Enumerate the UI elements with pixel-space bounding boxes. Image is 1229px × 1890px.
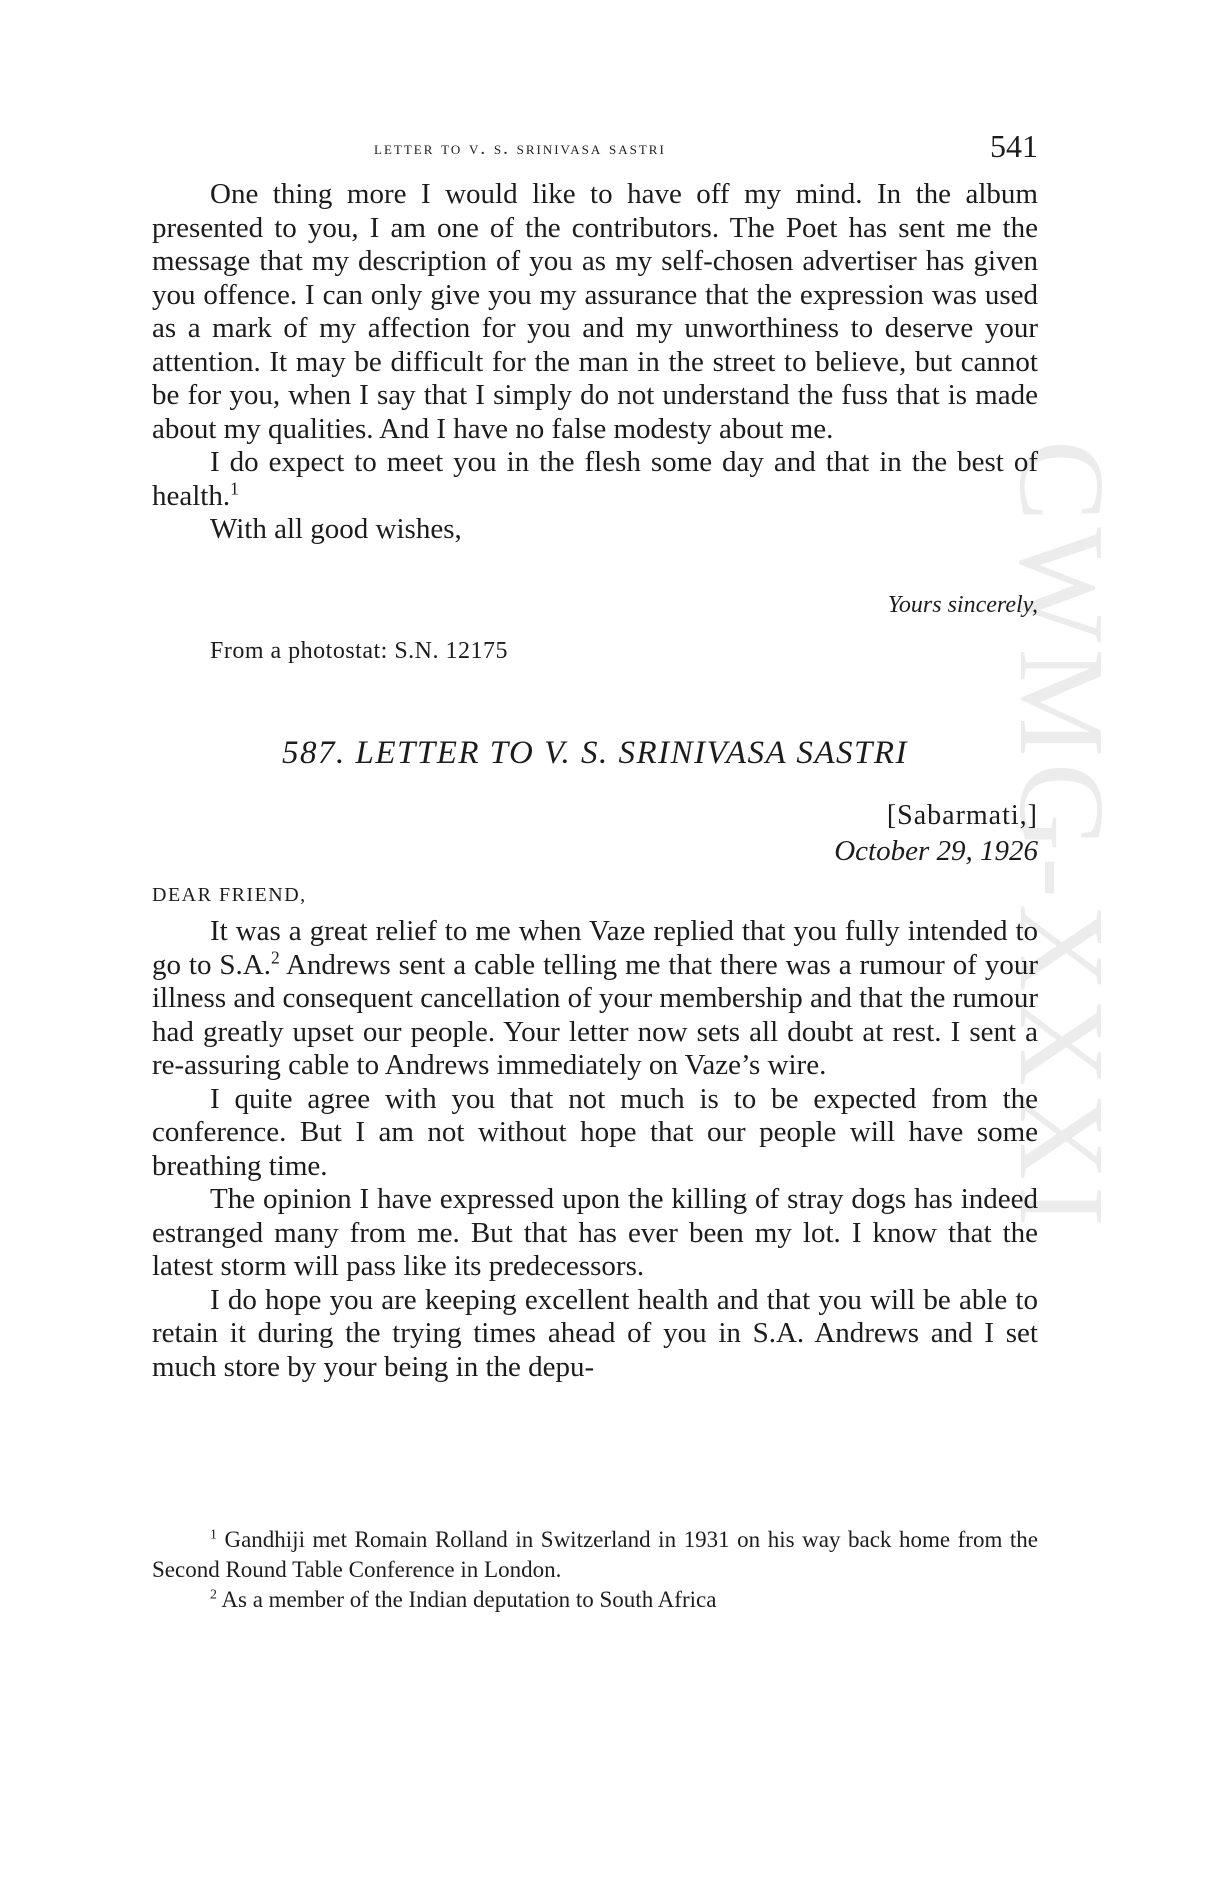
footnote (152, 1525, 1038, 1585)
signoff: Yours sincerely, (887, 592, 1038, 618)
source-note: From a photostat: S.N. 12175 (210, 638, 509, 664)
letter-heading: 587. LETTER TO V. S. SRINIVASA SASTRI (281, 735, 908, 771)
paragraph: With all good wishes, (210, 513, 462, 545)
page-number: 541 (990, 128, 1038, 164)
footnote-mark: 2 (210, 1586, 217, 1602)
place: [Sabarmati,] (886, 800, 1038, 831)
paragraph: The opinion I have expressed upon the killing of stray dogs has indeed estranged many from me. But that has ever been my lot. I know that the latest storm will pass like its predecessors. (152, 1183, 1038, 1282)
date: October 29, 1926 (834, 835, 1038, 867)
letter-continuation (152, 178, 1038, 547)
paragraph-text: Andrews sent a cable telling me that there was a rumour of your illness and consequent cancellation of your membership and that the rumour had greatly upset our people. Your letter now sets all doubt at rest. I sent a re-assuring cable to Andrews immediately on Vaze’s wire. (152, 948, 1038, 1081)
salutation: DEAR FRIEND, (152, 884, 307, 906)
footnote (152, 1585, 1038, 1615)
footnote-mark: 1 (210, 1526, 217, 1542)
paragraph-text: It was a great relief to me when Vaze replied that you fully intended to go to S.A. (152, 915, 1038, 981)
running-head-title: letter to v. s. srinivasa sastri (374, 138, 666, 159)
paragraph (152, 446, 1038, 513)
paragraph: I do hope you are keeping excellent health and that you will be able to retain it during the trying times ahead of you in S.A. Andrews and I set much store by your being in the depu- (152, 1283, 1038, 1383)
paragraph (152, 915, 1038, 1083)
footnotes (152, 1525, 1038, 1615)
running-head (152, 128, 1038, 168)
footnote-ref: 1 (230, 477, 239, 498)
footnote-text: Gandhiji met Romain Rolland in Switzerland in 1931 on his way back home from the Second Round Table Conference in London. (152, 1527, 1038, 1582)
watermark: CWMG-XXXI (994, 440, 1129, 1233)
footnote-text: As a member of the Indian deputation to South Africa (221, 1587, 717, 1612)
paragraph-text: I do expect to meet you in the flesh some day and that in the best of health. (152, 446, 1038, 512)
letter-body (152, 915, 1038, 1384)
paragraph: I quite agree with you that not much is to be expected from the conference. But I am not without hope that our people will have some breathing time. (152, 1082, 1038, 1182)
paragraph: One thing more I would like to have off my mind. In the album presented to you, I am one of the contributors. The Poet has sent me the message that my description of you as my self-chosen advertiser has given you offence. I can only give you my assurance that the expression was used as a mark of my affection for you and my unworthiness to deserve your attention. It may be difficult for the man in the street to believe, but cannot be for you, when I say that I simply do not understand the fuss that is made about my qualities. And I have no false modesty about me. (152, 178, 1038, 445)
footnote-ref: 2 (270, 946, 280, 967)
